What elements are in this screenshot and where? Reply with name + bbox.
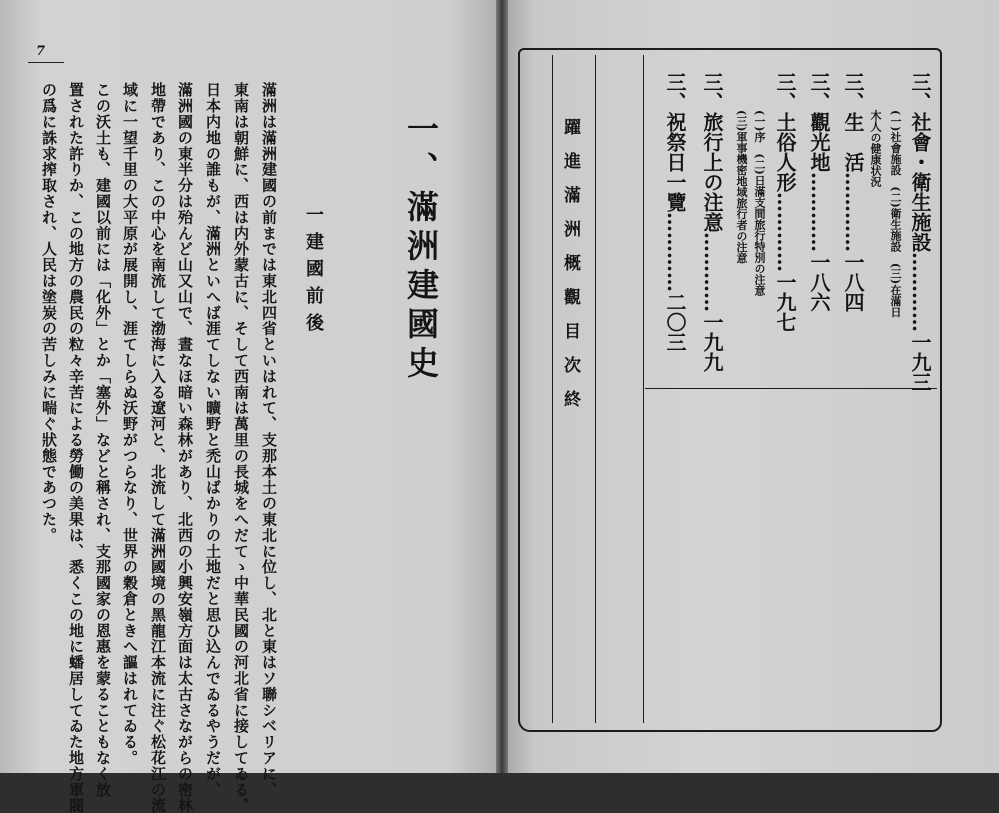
frame-divider (643, 55, 644, 723)
chapter-title: 一、滿洲建國史 (402, 112, 440, 385)
toc-entry: 三、觀光地…………一八六 (807, 72, 831, 312)
toc-end-label: 躍進滿洲概觀目次終 (560, 118, 580, 424)
body-text-line: 滿洲は滿洲建國の前までは東北四省といはれて、支那本土の東北に位し、北と東はソ聯シベリアに、 (260, 82, 278, 798)
toc-entry: 三、旅行上の注意…………一九九 (700, 72, 724, 372)
frame-divider-horizontal (645, 388, 937, 389)
page-number-rule (28, 62, 64, 63)
body-text-line: この沃土も、建國以前には「化外」とか「塞外」などと稱され、支那國家の恩惠を蒙ることもなく放 (94, 82, 112, 798)
book-gutter (496, 0, 508, 773)
body-text-line: の爲に誅求搾取され、人民は塗炭の苦しみに喘ぐ狀態であつた。 (40, 82, 58, 544)
body-text-line: 東南は朝鮮に、西は内外蒙古に、そして西南は萬里の長城をへだてゝ中華民國の河北省に接してゐる。 (232, 82, 250, 813)
toc-entry: 三、祝祭日一覽…………二〇三 (663, 72, 687, 352)
toc-entry: 三、社會・衛生施設…………一九三 (908, 72, 932, 392)
toc-entry: 三、土俗人形…………一九七 (773, 72, 797, 332)
body-text-line: 置された許りか、この地方の農民の粒々辛苦による勞働の美果は、悉くこの地に蟠居してゐた地方軍閥 (67, 82, 85, 813)
body-text-line: 域に一望千里の大平原が展開し、涯てしらぬ沃野がつらなり、世界の穀倉ときへ謳はれてゐる。 (121, 82, 139, 766)
page-number: 7 (36, 44, 46, 59)
toc-entry-subtitle: 木人の健康状況 (869, 110, 882, 187)
body-text-line: 滿洲國の東半分は殆んど山又山で、晝なほ暗い森林があり、北西の小興安嶺方面は太古さながらの密林 (176, 82, 194, 813)
toc-entry-subtitle: (三)軍事機密地域旅行者の注意 (735, 110, 748, 264)
body-text-line: 地帶であり、この中心を南流して渤海に入る遼河と、北流して滿洲國境の黑龍江本流に注ぐ松花江の流 (149, 82, 167, 813)
body-text-line: 日本内地の誰もが、滿洲といへば涯てしない曠野と禿山ばかりの土地だと思ひ込んでゐるやうだが、 (204, 82, 222, 798)
section-title: 一建國前後 (303, 205, 324, 340)
toc-entry-subtitle: (一)社會施設 (二)衛生施設 (三)在滿日 (889, 110, 902, 318)
frame-divider (552, 55, 553, 723)
toc-entry-subtitle: (一)序 (二)日滿支間旅行特別の注意 (753, 110, 766, 296)
toc-entry: 三、生 活…………一八四 (841, 72, 865, 312)
frame-divider (595, 55, 596, 723)
